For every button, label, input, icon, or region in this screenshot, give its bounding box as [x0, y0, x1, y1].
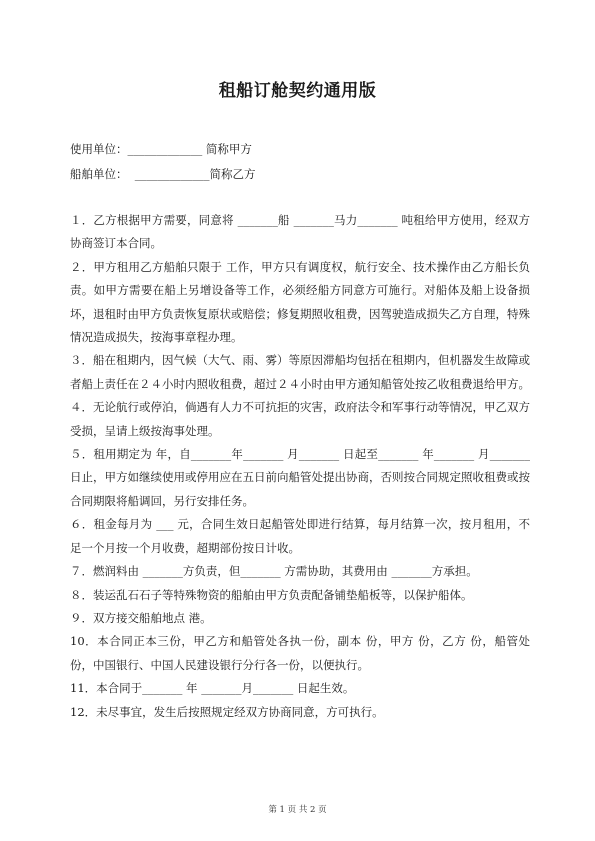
clause-3: ３．船在租期内，因气候（大气、雨、雾）等原因滞船均包括在租期内，但机器发生故障或者船上责任在２４小时内照收租费，超过２４小时由甲方通知船管处按乙收租费退给甲方。 — [70, 353, 530, 391]
contract-body — [70, 209, 530, 724]
clause-7: ７．燃润料由 _______方负责，但_______ 方需协助，其费用由 _______方承担。 — [70, 564, 478, 579]
clause-2: ２．甲方租用乙方船舶只限于 工作，甲方只有调度权，航行安全、技术操作由乙方船长负责。如甲方需要在船上另增设备等工作，必须经船方同意方可施行。对船体及船上设备损坏，退租时由甲方负责恢复原状或赔偿；修复期照收租费，因驾驶造成损失乙方自理，特殊情况造成损失，按海事章程办理。 — [70, 259, 530, 345]
clause-10: 10．本合同正本三份，甲乙方和船管处各执一份，副本 份，甲方 份，乙方 份，船管处 份，中国银行、中国人民建设银行分行各一份，以便执行。 — [70, 634, 530, 672]
clause-5: ５．租用期定为 年，自_______年_______ 月_______ 日起至_______ 年_______ 月_______日止，甲方如继续使用或停用应在五日前向船管处提出协商，否则按合同规定照收租费或按合同期限将船调回，另行安排任务。 — [70, 447, 530, 508]
party-a-line: 使用单位：_____________ 简称甲方 — [70, 142, 252, 156]
clause-1: １．乙方根据甲方需要，同意将 _______船 _______马力_______ 吨租给甲方使用，经双方协商签订本合同。 — [70, 213, 530, 251]
party-b-line: 船舶单位： _____________简称乙方 — [70, 167, 256, 181]
clause-12: 12．未尽事宜，发生后按照规定经双方协商同意，方可执行。 — [70, 704, 384, 719]
clause-11: 11．本合同于_______ 年 _______月_______ 日起生效。 — [70, 681, 355, 696]
clause-6: ６．租金每月为 ___ 元，合同生效日起船管处即进行结算，每月结算一次，按月租用，不足一个月按一个月收费，超期部份按日计收。 — [70, 517, 530, 555]
page-number: 第 1 页 共 2 页 — [268, 805, 327, 815]
clause-4: ４．无论航行或停泊，倘遇有人力不可抗拒的灾害，政府法令和军事行动等情况，甲乙双方受损，呈请上级按海事处理。 — [70, 400, 530, 438]
document-title: 租船订舱契约通用版 — [218, 81, 377, 101]
clause-9: ９．双方接交船舶地点 港。 — [70, 610, 212, 625]
clause-8: ８．装运乱石石子等特殊物资的船舶由甲方负责配备铺垫船板等，以保护船体。 — [70, 587, 473, 602]
